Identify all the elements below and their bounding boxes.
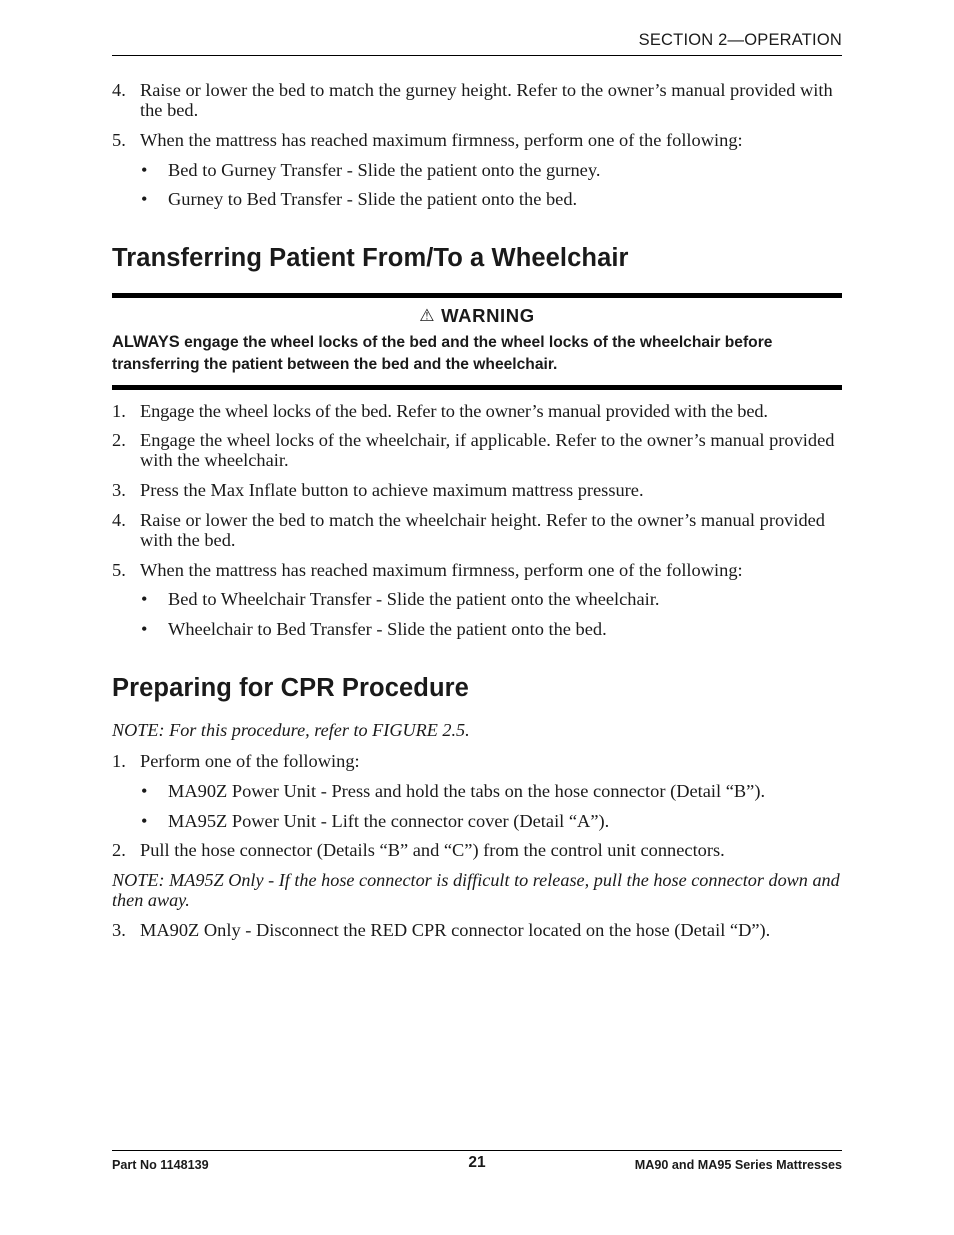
header-rule <box>112 55 842 56</box>
footer-product-name: MA90 and MA95 Series Mattresses <box>634 1158 842 1172</box>
step-number: 2. <box>112 840 126 860</box>
step-item <box>112 510 842 550</box>
bullet-item <box>112 811 842 831</box>
step-number: 3. <box>112 920 126 940</box>
step-item <box>112 920 842 940</box>
step-text: Engage the wheel locks of the wheelchair, if applicable. Refer to the owner’s manual provided with the wheelchair. <box>140 430 835 470</box>
section-heading-cpr: Preparing for CPR Procedure <box>112 674 469 702</box>
warning-text: engage the wheel locks of the bed and the wheel locks of the wheelchair before transferring the patient between the bed and the wheelchair. <box>112 334 773 373</box>
warning-label: WARNING <box>441 305 535 326</box>
step-number: 2. <box>112 430 126 450</box>
step-number: 4. <box>112 510 126 530</box>
step-text: Raise or lower the bed to match the gurney height. Refer to the owner’s manual provided with the bed. <box>140 80 833 120</box>
warning-title <box>112 305 842 327</box>
step-text: Press the Max Inflate button to achieve maximum mattress pressure. <box>140 480 644 500</box>
step-item <box>112 751 842 771</box>
step-number: 5. <box>112 130 126 150</box>
bullet-text: Gurney to Bed Transfer - Slide the patient onto the bed. <box>168 189 578 209</box>
bullet-dot: • <box>141 589 148 609</box>
step-text: Raise or lower the bed to match the wheelchair height. Refer to the owner’s manual provided with the bed. <box>140 510 825 550</box>
warning-top-rule <box>112 293 842 298</box>
step-number: 3. <box>112 480 126 500</box>
step-item <box>112 560 842 580</box>
step-text: MA90Z Only - Disconnect the RED CPR connector located on the hose (Detail “D”). <box>140 920 771 940</box>
bullet-text: MA90Z Power Unit - Press and hold the tabs on the hose connector (Detail “B”). <box>168 781 766 801</box>
step-number: 1. <box>112 401 126 421</box>
running-header: SECTION 2—OPERATION <box>638 31 842 49</box>
step-text: Perform one of the following: <box>140 751 360 771</box>
bullet-item <box>112 781 842 801</box>
page-number: 21 <box>468 1154 486 1171</box>
step-item <box>112 80 842 120</box>
note-text: NOTE: For this procedure, refer to FIGURE 2.5. <box>112 720 470 740</box>
step-item <box>112 401 842 421</box>
warning-bottom-rule <box>112 385 842 390</box>
bullet-item <box>112 189 842 209</box>
bullet-text: Wheelchair to Bed Transfer - Slide the patient onto the bed. <box>168 619 607 639</box>
warning-triangle-icon: ⚠ <box>419 306 436 325</box>
bullet-dot: • <box>141 619 148 639</box>
footer-rule <box>112 1150 842 1151</box>
bullet-dot: • <box>141 781 148 801</box>
step-text: Pull the hose connector (Details “B” and “C”) from the control unit connectors. <box>140 840 725 860</box>
step-item <box>112 480 842 500</box>
step-item <box>112 430 842 470</box>
bullet-item <box>112 160 842 180</box>
warning-body <box>112 331 842 376</box>
footer-part-number: Part No 1148139 <box>112 1158 209 1172</box>
bullet-item <box>112 619 842 639</box>
step-text: When the mattress has reached maximum firmness, perform one of the following: <box>140 560 743 580</box>
note-text: NOTE: MA95Z Only - If the hose connector is difficult to release, pull the hose connector down and then away. <box>112 870 840 910</box>
step-text: Engage the wheel locks of the bed. Refer to the owner’s manual provided with the bed. <box>140 401 768 421</box>
step-number: 1. <box>112 751 126 771</box>
manual-page <box>112 0 842 1235</box>
bullet-dot: • <box>141 189 148 209</box>
section-heading-wheelchair: Transferring Patient From/To a Wheelchair <box>112 244 629 272</box>
step-number: 5. <box>112 560 126 580</box>
step-text: When the mattress has reached maximum firmness, perform one of the following: <box>140 130 743 150</box>
bullet-item <box>112 589 842 609</box>
bullet-dot: • <box>141 811 148 831</box>
step-number: 4. <box>112 80 126 100</box>
bullet-text: Bed to Wheelchair Transfer - Slide the patient onto the wheelchair. <box>168 589 660 609</box>
bullet-text: MA95Z Power Unit - Lift the connector cover (Detail “A”). <box>168 811 610 831</box>
bullet-text: Bed to Gurney Transfer - Slide the patient onto the gurney. <box>168 160 601 180</box>
bullet-dot: • <box>141 160 148 180</box>
step-item <box>112 130 842 150</box>
warning-lead: ALWAYS <box>112 333 180 351</box>
step-item <box>112 840 842 860</box>
